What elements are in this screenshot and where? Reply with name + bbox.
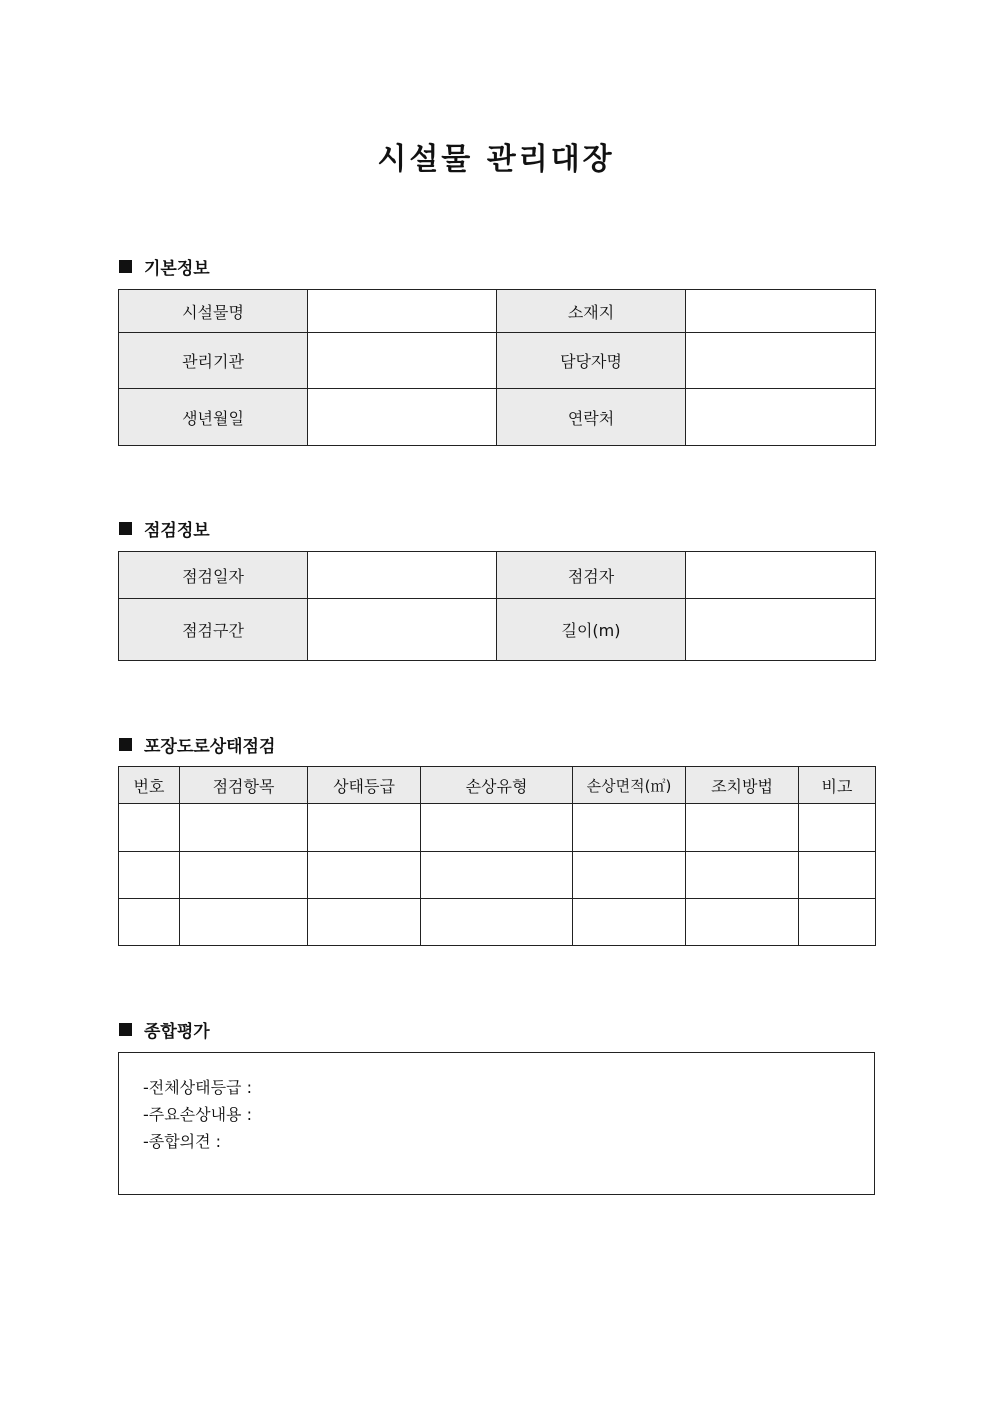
table-cell[interactable] xyxy=(799,852,876,899)
table-header-row xyxy=(119,767,876,804)
label-cell: 점검일자 xyxy=(119,552,308,599)
section-heading-basic-info xyxy=(119,254,210,279)
table-row xyxy=(119,333,876,389)
column-header: 점검항목 xyxy=(180,767,308,804)
table-row xyxy=(119,552,876,599)
label-cell: 시설물명 xyxy=(119,290,308,333)
value-cell[interactable] xyxy=(686,333,876,389)
table-row xyxy=(119,899,876,946)
summary-main-damage: -주요손상내용 : xyxy=(143,1105,252,1124)
table-cell[interactable] xyxy=(421,899,573,946)
table-row xyxy=(119,389,876,446)
column-header: 번호 xyxy=(119,767,180,804)
value-cell[interactable] xyxy=(308,290,497,333)
label-cell: 길이(m) xyxy=(497,599,686,661)
table-cell[interactable] xyxy=(180,804,308,852)
table-cell[interactable] xyxy=(686,899,799,946)
label-cell: 생년월일 xyxy=(119,389,308,446)
table-cell[interactable] xyxy=(119,804,180,852)
table-cell[interactable] xyxy=(308,899,421,946)
table-cell[interactable] xyxy=(799,804,876,852)
basic-info-table xyxy=(118,289,876,446)
table-row xyxy=(119,804,876,852)
label-cell: 담당자명 xyxy=(497,333,686,389)
table-row xyxy=(119,599,876,661)
table-cell[interactable] xyxy=(421,852,573,899)
column-header: 손상유형 xyxy=(421,767,573,804)
summary-opinion: -종합의견 : xyxy=(143,1132,222,1151)
value-cell[interactable] xyxy=(686,599,876,661)
section-heading-road-inspection xyxy=(119,732,275,757)
value-cell[interactable] xyxy=(686,290,876,333)
table-cell[interactable] xyxy=(308,852,421,899)
square-bullet-icon xyxy=(119,738,132,751)
table-cell[interactable] xyxy=(573,899,686,946)
label-cell: 연락처 xyxy=(497,389,686,446)
column-header: 상태등급 xyxy=(308,767,421,804)
value-cell[interactable] xyxy=(686,552,876,599)
table-row xyxy=(119,852,876,899)
table-cell[interactable] xyxy=(421,804,573,852)
square-bullet-icon xyxy=(119,1023,132,1036)
column-header: 손상면적(㎡) xyxy=(573,767,686,804)
label-cell: 소재지 xyxy=(497,290,686,333)
value-cell[interactable] xyxy=(308,599,497,661)
section-title: 종합평가 xyxy=(144,1022,210,1042)
table-cell[interactable] xyxy=(573,804,686,852)
road-inspection-table xyxy=(118,766,876,946)
label-cell: 점검구간 xyxy=(119,599,308,661)
label-cell: 점검자 xyxy=(497,552,686,599)
value-cell[interactable] xyxy=(308,552,497,599)
square-bullet-icon xyxy=(119,260,132,273)
section-heading-summary xyxy=(119,1017,210,1042)
summary-overall-grade: -전체상태등급 : xyxy=(143,1078,252,1097)
inspection-info-table xyxy=(118,551,876,661)
page-title: 시설물 관리대장 xyxy=(377,142,615,177)
column-header: 비고 xyxy=(799,767,876,804)
value-cell[interactable] xyxy=(308,333,497,389)
section-title: 점검정보 xyxy=(144,521,210,541)
square-bullet-icon xyxy=(119,522,132,535)
table-row xyxy=(119,290,876,333)
table-cell[interactable] xyxy=(119,899,180,946)
section-heading-inspection-info xyxy=(119,516,210,541)
table-cell[interactable] xyxy=(799,899,876,946)
table-cell[interactable] xyxy=(686,804,799,852)
table-cell[interactable] xyxy=(119,852,180,899)
column-header: 조치방법 xyxy=(686,767,799,804)
section-title: 기본정보 xyxy=(144,259,210,279)
table-cell[interactable] xyxy=(308,804,421,852)
label-cell: 관리기관 xyxy=(119,333,308,389)
value-cell[interactable] xyxy=(308,389,497,446)
table-cell[interactable] xyxy=(180,852,308,899)
summary-box[interactable] xyxy=(118,1052,875,1195)
table-cell[interactable] xyxy=(180,899,308,946)
section-title: 포장도로상태점검 xyxy=(144,737,276,757)
value-cell[interactable] xyxy=(686,389,876,446)
table-cell[interactable] xyxy=(686,852,799,899)
table-cell[interactable] xyxy=(573,852,686,899)
